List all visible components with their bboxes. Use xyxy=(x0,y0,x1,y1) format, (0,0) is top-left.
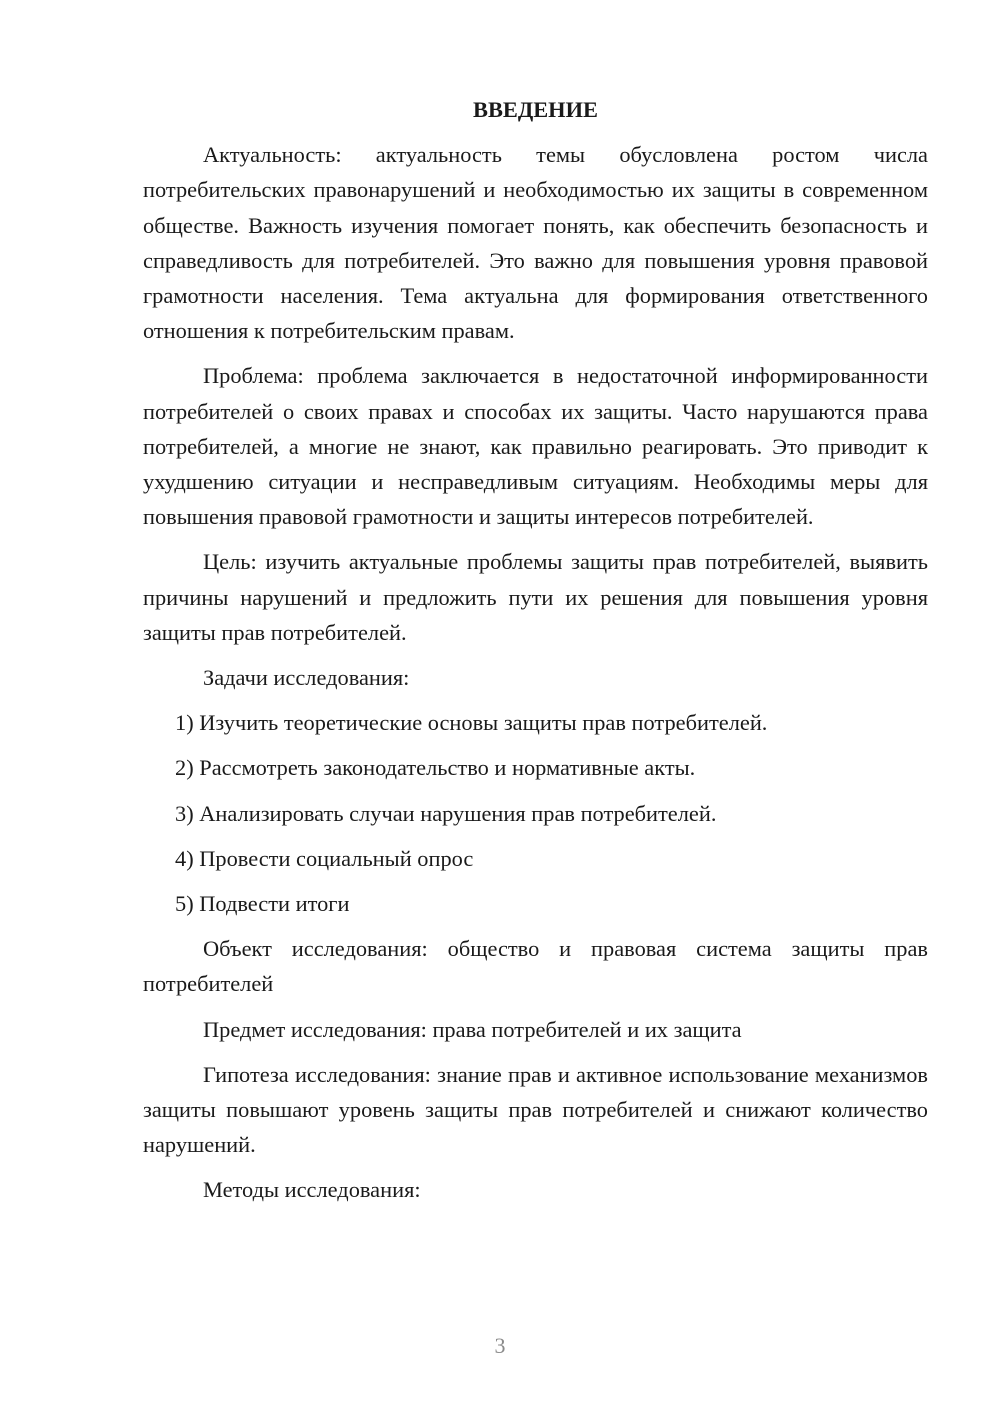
task-item: 3) Анализировать случаи нарушения прав потребителей. xyxy=(175,800,717,826)
goal-paragraph: Цель: изучить актуальные проблемы защиты прав потребителей, выявить причины нарушений и предложить пути их решения для повышения уровня защиты прав потребителей. xyxy=(143,549,928,645)
problem-paragraph: Проблема: проблема заключается в недостаточной информированности потребителей о своих правах и способах их защиты. Часто нарушаются права потребителей, а многие не знают, как правильно реагировать. Это приводит к ухудшению ситуации и несправедливым ситуациям. Необходимы меры для повышения правовой грамотности и защиты интересов потребителей. xyxy=(143,363,928,530)
methods-heading: Методы исследования: xyxy=(203,1177,421,1203)
section-title: ВВЕДЕНИЕ xyxy=(473,97,598,122)
task-item: 1) Изучить теоретические основы защиты прав потребителей. xyxy=(175,710,768,736)
hypothesis-paragraph: Гипотеза исследования: знание прав и активное использование механизмов защиты повышают уровень защиты прав потребителей и снижают количество нарушений. xyxy=(143,1061,928,1158)
tasks-heading: Задачи исследования: xyxy=(203,665,410,691)
relevance-paragraph: Актуальность: актуальность темы обусловлена ростом числа потребительских правонарушений и необходимостью их защиты в современном обществе. Важность изучения помогает понять, как обеспечить безопасность и справедливость для потребителей. Это важно для повышения уровня правовой грамотности населения. Тема актуальна для формирования ответственного отношения к потребительским правам. xyxy=(143,142,928,344)
object-paragraph: Объект исследования: общество и правовая система защиты прав потребителей xyxy=(143,936,928,997)
task-item: 5) Подвести итоги xyxy=(175,891,350,917)
tasks-list xyxy=(143,705,928,921)
page-number: 3 xyxy=(494,1333,506,1358)
task-item: 4) Провести социальный опрос xyxy=(175,845,474,871)
document-page xyxy=(143,92,928,1218)
subject-paragraph: Предмет исследования: права потребителей и их защита xyxy=(203,1016,742,1042)
task-item: 2) Рассмотреть законодательство и нормативные акты. xyxy=(175,755,696,781)
